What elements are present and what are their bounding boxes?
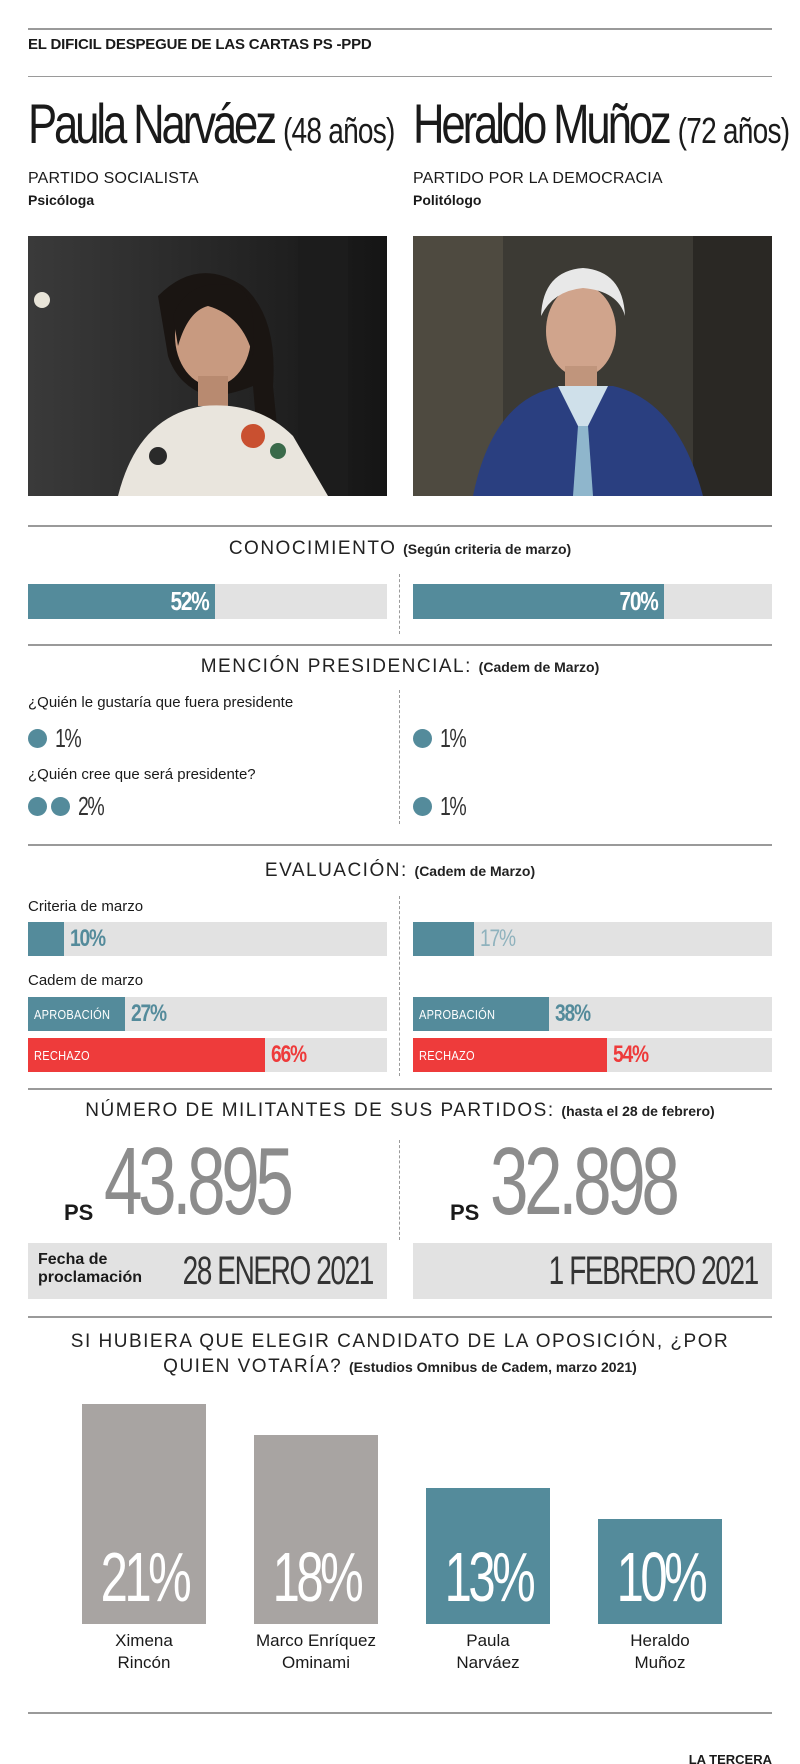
mencion-q2: ¿Quién cree que será presidente? (28, 766, 256, 783)
person-dot-icon (51, 797, 70, 816)
portrait-left-illustration (28, 236, 387, 496)
person-dot-icon (28, 797, 47, 816)
conocimiento-pct-left: 52% (170, 586, 209, 616)
cadem-label: Cadem de marzo (28, 972, 144, 989)
mencion-q1: ¿Quién le gustaría que fuera presidente (28, 694, 294, 711)
criteria-bar-right (413, 922, 772, 956)
vote-bar-name-3: Paula Narváez (456, 1631, 520, 1673)
rule-mencion (28, 644, 772, 646)
candidate-left-name: Paula Narváez (48 años) (28, 92, 395, 155)
evaluacion-title: EVALUACIÓN: (Cadem de Marzo) (264, 860, 536, 881)
vote-bar-name-2: Marco Enríquez Ominami (256, 1631, 376, 1673)
aprobacion-pct-left: 27% (131, 1000, 166, 1027)
fecha-box-left (28, 1243, 387, 1299)
rechazo-label-right: RECHAZO (419, 1047, 475, 1063)
person-dot-icon (28, 729, 47, 748)
fecha-value-right: 1 FEBRERO 2021 (548, 1248, 758, 1293)
vote-bar-label-2: 18% (272, 1538, 361, 1616)
rule-militantes (28, 1088, 772, 1090)
divider-evaluacion (399, 896, 400, 1076)
candidate-right-party: PARTIDO POR LA DEMOCRACIA (413, 170, 663, 187)
conocimiento-bar-right (413, 584, 772, 619)
mencion-right-q2-pct: 1% (440, 790, 466, 821)
rule-evaluacion (28, 844, 772, 846)
rule-votacion (28, 1316, 772, 1318)
mencion-left-q2 (28, 791, 112, 821)
mencion-left-q1-pct: 1% (55, 722, 81, 753)
fecha-box-right (413, 1243, 772, 1299)
criteria-pct-left: 10% (70, 925, 105, 952)
mencion-right-q1 (413, 723, 474, 753)
vote-bar-2 (254, 1435, 378, 1624)
mencion-right-q1-pct: 1% (440, 722, 466, 753)
mencion-right-q2 (413, 791, 474, 821)
divider-conocimiento (399, 574, 400, 634)
conocimiento-title: CONOCIMIENTO (Según criteria de marzo) (228, 538, 572, 559)
criteria-bar-left (28, 922, 387, 956)
aprobacion-label-left: APROBACIÓN (34, 1006, 111, 1022)
vote-bar-name-4: Heraldo Muñoz (630, 1631, 690, 1673)
criteria-pct-right: 17% (480, 925, 515, 952)
vote-bar-3 (426, 1488, 550, 1624)
vote-bar-1 (82, 1404, 206, 1624)
militantes-party-left: PS (64, 1200, 94, 1225)
militantes-party-right: PS (450, 1200, 480, 1225)
bottom-rule (28, 1712, 772, 1714)
rechazo-bar-right (413, 1038, 772, 1072)
portrait-right-illustration (413, 236, 772, 496)
rechazo-label-left: RECHAZO (34, 1047, 90, 1063)
headline: EL DIFICIL DESPEGUE DE LAS CARTAS PS -PPD (28, 36, 372, 53)
mencion-left-q2-pct: 2% (78, 790, 104, 821)
divider-militantes (399, 1140, 400, 1240)
militantes-number-right: 32.898 (490, 1128, 676, 1235)
vote-bar-name-1: Ximena Rincón (115, 1631, 173, 1673)
rechazo-pct-left: 66% (271, 1041, 306, 1068)
candidate-right-profession: Politólogo (413, 192, 482, 208)
aprobacion-label-right: APROBACIÓN (419, 1006, 496, 1022)
person-dot-icon (413, 729, 432, 748)
conocimiento-pct-right: 70% (619, 586, 658, 616)
rule-conocimiento (28, 525, 772, 527)
photo-heraldo-munoz (413, 236, 772, 496)
rechazo-bar-left (28, 1038, 387, 1072)
vote-bar-4 (598, 1519, 722, 1624)
candidate-left-party: PARTIDO SOCIALISTA (28, 170, 199, 187)
fecha-label: Fecha de proclamación (38, 1251, 143, 1286)
militantes-number-left: 43.895 (104, 1128, 290, 1235)
vote-bar-label-3: 13% (444, 1538, 533, 1616)
conocimiento-bar-left (28, 584, 387, 619)
photo-paula-narvaez (28, 236, 387, 496)
criteria-label: Criteria de marzo (28, 898, 144, 915)
candidate-right-name: Heraldo Muñoz (72 años) (413, 92, 790, 155)
vote-bar-label-4: 10% (616, 1538, 705, 1616)
rechazo-pct-right: 54% (613, 1041, 648, 1068)
person-dot-icon (413, 797, 432, 816)
criteria-fill-left (28, 922, 64, 956)
brand-logo: LA TERCERA (688, 1752, 772, 1764)
mencion-left-q1 (28, 723, 89, 753)
criteria-fill-right (413, 922, 474, 956)
top-rule (28, 28, 772, 30)
votacion-title: SI HUBIERA QUE ELEGIR CANDIDATO DE LA OPOSICIÓN, ¿POR QUIEN VOTARÍA? (Estudios Omnibus de Cadem, marzo 2021) (70, 1331, 730, 1377)
candidate-right-header (413, 92, 800, 155)
headline-rule (28, 76, 772, 77)
vote-bar-label-1: 21% (100, 1538, 189, 1616)
aprobacion-pct-right: 38% (555, 1000, 590, 1027)
candidate-left-profession: Psicóloga (28, 192, 95, 208)
militantes-title: NÚMERO DE MILITANTES DE SUS PARTIDOS: (hasta el 28 de febrero) (85, 1100, 715, 1121)
aprobacion-bar-right (413, 997, 772, 1031)
divider-mencion (399, 690, 400, 824)
fecha-value-left: 28 ENERO 2021 (182, 1248, 373, 1293)
aprobacion-bar-left (28, 997, 387, 1031)
mencion-title: MENCIÓN PRESIDENCIAL: (Cadem de Marzo) (200, 656, 600, 677)
